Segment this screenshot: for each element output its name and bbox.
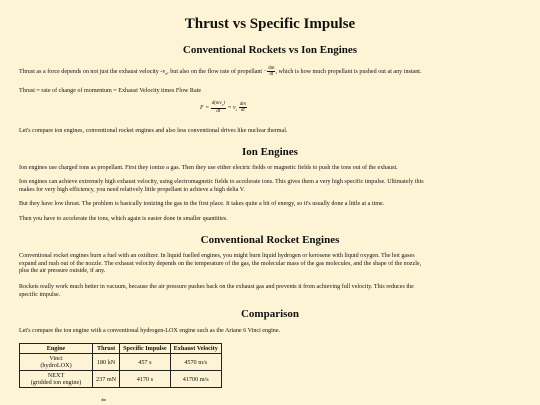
ion-p2-line-2: makes for very high efficiency, you need relatively little propellant to achieve a high delta V. (19, 186, 245, 193)
cell-engine (20, 354, 93, 371)
thrust-equation (200, 101, 340, 114)
ion-paragraph-4: Then you have to accelerate the ions, which again is easier done in smaller quantities. (19, 216, 228, 222)
equation-lhs: F = (200, 104, 210, 111)
conventional-paragraph-1 (19, 253, 524, 276)
fraction-denominator: dt (269, 72, 274, 77)
conventional-paragraph-2 (19, 284, 524, 299)
cell-velocity: 4570 m/s (170, 354, 221, 371)
eq-frac1-den: dt (216, 109, 221, 114)
table-header-row (20, 344, 222, 354)
table-row (20, 371, 222, 388)
equation-fraction-1 (211, 101, 226, 114)
conv-p2-line-2: specific impulse. (19, 291, 61, 298)
cell-engine (20, 371, 93, 388)
equation-mid: = v (227, 104, 236, 111)
engine-type: (hydroLOX) (40, 362, 72, 369)
fraction-numerator: dm (268, 66, 275, 71)
eq-frac1-sub: e (221, 103, 224, 107)
ion-paragraph-1: Ion engines use charged ions as propellant. First they ionize a gas. Then they use either electric fields or magnetic fields to push the ions out of the exhaust. (19, 165, 398, 171)
footer-fraction-numerator: dm (101, 397, 107, 402)
conv-p1-line-2: expand and rush out of the nozzle. The exhaust velocity depends on the temperature of the gas, the molecular mass of the gas molecules, and the shape of the nozzle, (19, 260, 422, 267)
ion-p2-line-1: Ion engines can achieve extremely high exhaust velocity, using electromagnetic fields to accelerate ions. This gives them a very high specific impulse. Ultimately this (19, 179, 424, 185)
engine-type: (gridded ion engine) (30, 379, 82, 386)
eq-mid-sub: e (235, 108, 238, 113)
page-title: Thrust vs Specific Impulse (184, 16, 356, 32)
intro-p1-text-a: Thrust as a force depends on not just the exhaust velocity -v (19, 68, 166, 75)
conv-p1-line-1: Conventional rocket engines burn a fuel with an oxidizer. In liquid fuelled engines, you might burn liquid hydrogen or kerosene with liquid oxygen. The hot gases (19, 253, 415, 259)
cell-velocity: 41700 m/s (170, 371, 221, 388)
comparison-heading: Comparison (240, 308, 300, 320)
intro-p1-sub: e (165, 71, 168, 77)
comparison-table-wrap (19, 343, 222, 388)
eq-frac1-end: ) (223, 101, 225, 106)
table-row (20, 354, 222, 371)
cell-thrust: 180 kN (93, 354, 120, 371)
engine-name: NEXT (47, 372, 65, 379)
intro-paragraph-1: Thrust as a force depends on not just the exhaust velocity $-v_e$, but also on the flow rate of propellant − $\frac{dm}{dt}$ , which is how much propellant is pushed out at any instant. (19, 66, 422, 77)
ion-heading: Ion Engines (242, 146, 298, 158)
comparison-paragraph: Let's compare the ion engine with a conventional hydrogen-LOX engine such as the Ariane 6 Vinci engine. (19, 328, 281, 334)
column-header-isp: Specific Impulse (120, 344, 171, 354)
ion-paragraph-2 (19, 179, 524, 194)
eq-frac1-num: d(mv (211, 101, 222, 106)
intro-paragraph-2: Thrust = rate of change of momentum = Exhaust Velocity times Flow Rate (19, 88, 202, 94)
cell-isp: 457 s (120, 354, 171, 371)
equation-fraction-2 (239, 102, 247, 113)
eq-frac2-den: dt (240, 108, 245, 113)
comparison-table (19, 343, 222, 388)
intro-paragraph-3: Let's compare ion engines, conventional rocket engines and also less conventional drives like nuclear thermal. (19, 128, 288, 134)
column-header-engine: Engine (20, 344, 93, 354)
eq-frac2-num: dm (239, 102, 246, 107)
conventional-heading: Conventional Rocket Engines (200, 234, 340, 246)
page-subtitle: Conventional Rockets vs Ion Engines (182, 44, 358, 56)
intro-p1-text-c: , which is how much propellant is pushed out at any instant. (275, 68, 422, 75)
intro-p1-text-b: , but also on the flow rate of propellant (167, 68, 264, 75)
ion-paragraph-3: But they have low thrust. The problem is basically ionizing the gas in the first place. It takes quite a bit of energy, so it's usually done a little at a time. (19, 201, 385, 207)
engine-name: Vinci (49, 355, 63, 362)
conv-p1-line-3: plus the air pressure outside, if any. (19, 268, 106, 275)
column-header-thrust: Thrust (93, 344, 120, 354)
cell-thrust: 237 mN (93, 371, 120, 388)
column-header-velocity: Exhaust Velocity (170, 344, 221, 354)
conv-p2-line-1: Rockets really work much better in vacuum, because the air pressure pushes back on the exhaust gas and prevents it from achieving full velocity. This reduces the (19, 284, 414, 290)
cell-isp: 4170 s (120, 371, 171, 388)
